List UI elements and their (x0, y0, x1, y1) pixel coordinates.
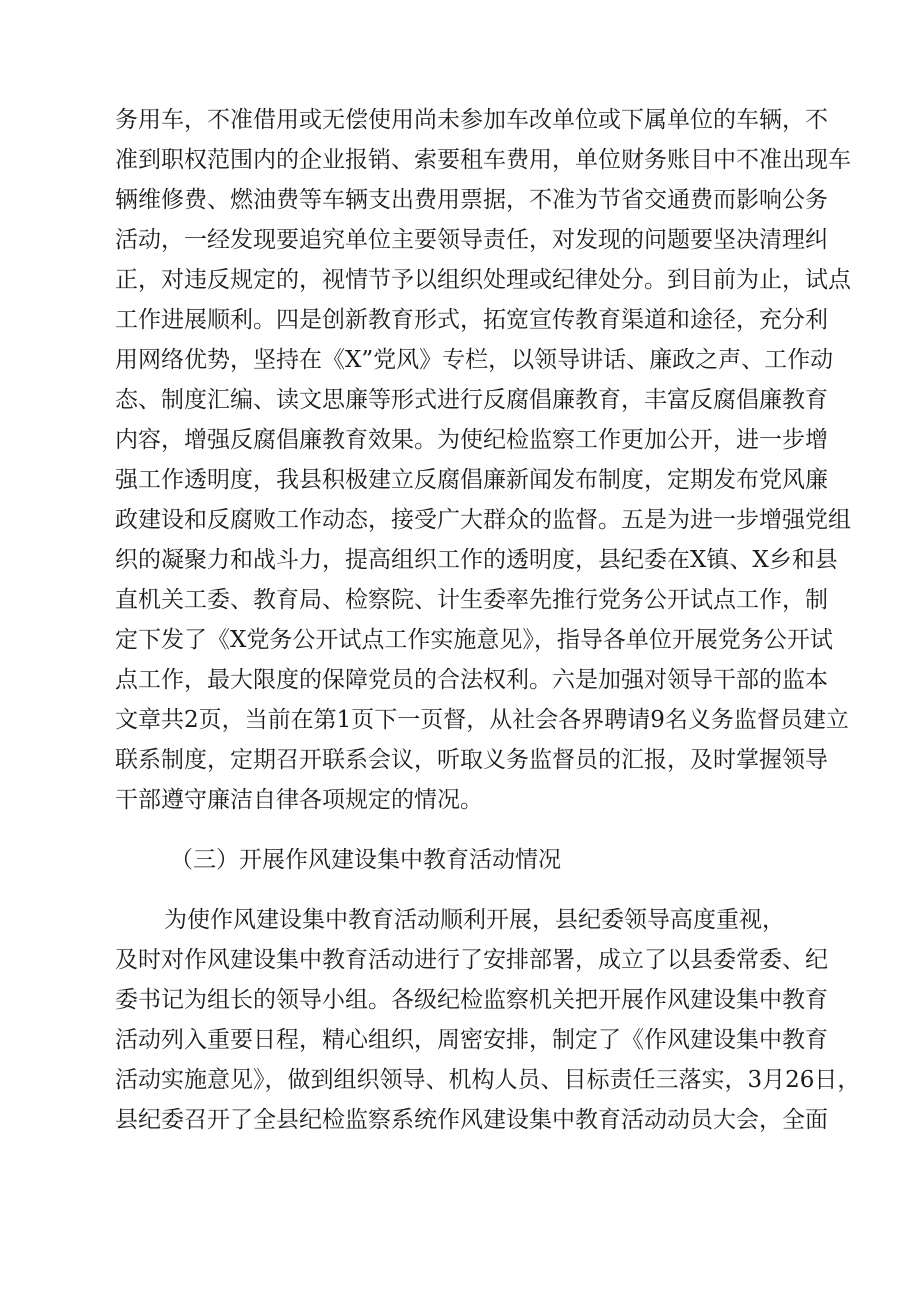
text-line: 务用车，不准借用或无偿使用尚未参加车改单位或下属单位的车辆，不 (115, 107, 828, 133)
text-line: 县纪委召开了全县纪检监察系统作风建设集中教育活动动员大会，全面 (115, 1107, 828, 1133)
text-line: 文章共2页，当前在第1页下一页督，从社会各界聘请9名义务监督员建立 (115, 707, 849, 733)
text-line: 活动，一经发现要追究单位主要领导责任，对发现的问题要坚决清理纠 (115, 227, 828, 253)
text-line: 用网络优势，坚持在《X”党风》专栏，以领导讲话、廉政之声、工作动 (115, 347, 834, 373)
text-line: 点工作，最大限度的保障党员的合法权利。六是加强对领导干部的监本 (115, 667, 828, 693)
text-line: 辆维修费、燃油费等车辆支出费用票据，不准为节省交通费而影响公务 (115, 187, 828, 213)
text-line: 干部遵守廉洁自律各项规定的情况。 (115, 787, 483, 813)
section-heading: （三）开展作风建设集中教育活动情况 (170, 847, 561, 873)
text-line: 定下发了《X党务公开试点工作实施意见》，指导各单位开展党务公开试 (115, 627, 833, 653)
text-line: 活动列入重要日程，精心组织，周密安排，制定了《作风建设集中教育 (115, 1027, 828, 1053)
text-line: 联系制度，定期召开联系会议，听取义务监督员的汇报，及时掌握领导 (115, 747, 828, 773)
text-line: 直机关工委、教育局、检察院、计生委率先推行党务公开试点工作，制 (115, 587, 828, 613)
text-line: 准到职权范围内的企业报销、索要租车费用，单位财务账目中不准出现车 (115, 147, 851, 173)
text-line: 工作进展顺利。四是创新教育形式，拓宽宣传教育渠道和途径，充分利 (115, 307, 828, 333)
text-line: 及时对作风建设集中教育活动进行了安排部署，成立了以县委常委、纪 (115, 947, 828, 973)
text-line: 正，对违反规定的，视情节予以组织处理或纪律处分。到目前为止，试点 (115, 267, 851, 293)
text-line: 活动实施意见》，做到组织领导、机构人员、目标责任三落实，3月26日， (115, 1067, 861, 1093)
text-line: 强工作透明度，我县积极建立反腐倡廉新闻发布制度，定期发布党风廉 (115, 467, 828, 493)
text-line: 态、制度汇编、读文思廉等形式进行反腐倡廉教育，丰富反腐倡廉教育 (115, 387, 828, 413)
text-line: 织的凝聚力和战斗力，提高组织工作的透明度，县纪委在X镇、X乡和县 (115, 547, 838, 573)
text-line: 委书记为组长的领导小组。各级纪检监察机关把开展作风建设集中教育 (115, 987, 828, 1013)
text-line: 内容，增强反腐倡廉教育效果。为使纪检监察工作更加公开，进一步增 (115, 427, 828, 453)
text-line: 为使作风建设集中教育活动顺利开展，县纪委领导高度重视， (164, 907, 785, 933)
text-line: 政建设和反腐败工作动态，接受广大群众的监督。五是为进一步增强党组 (115, 507, 851, 533)
